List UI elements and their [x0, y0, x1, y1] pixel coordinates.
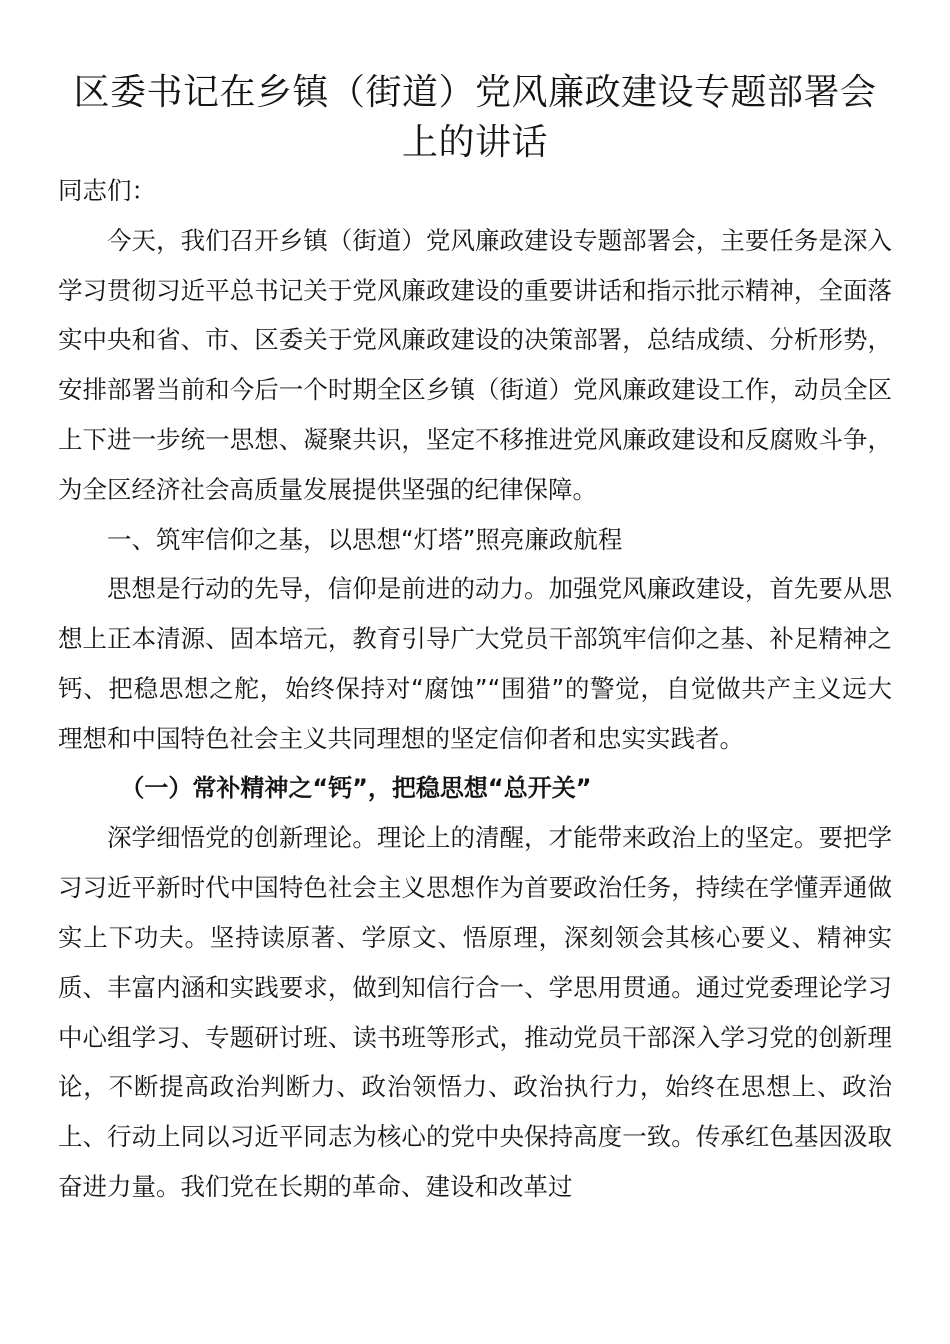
intro-paragraph: 今天，我们召开乡镇（街道）党风廉政建设专题部署会，主要任务是深入学习贯彻习近平总书记关于党风廉政建设的重要讲话和指示批示精神，全面落实中央和省、市、区委关于党风廉政建设的决策部署，总结成绩、分析形势，安排部署当前和今后一个时期全区乡镇（街道）党风廉政建设工作，动员全区上下进一步统一思想、凝聚共识，坚定不移推进党风廉政建设和反腐败斗争，为全区经济社会高质量发展提供坚强的纪律保障。 — [58, 225, 892, 504]
section-heading-1: 一、筑牢信仰之基，以思想“灯塔”照亮廉政航程 — [107, 524, 623, 554]
document-title: 区委书记在乡镇（街道）党风廉政建设专题部署会上的讲话 — [73, 72, 877, 163]
subsection-1-paragraph: 深学细悟党的创新理论。理论上的清醒，才能带来政治上的坚定。要把学习习近平新时代中国特色社会主义思想作为首要政治任务，持续在学懂弄通做实上下功夫。坚持读原著、学原文、悟原理，深刻领会其核心要义、精神实质、丰富内涵和实践要求，做到知信行合一、学思用贯通。通过党委理论学习中心组学习、专题研讨班、读书班等形式，推动党员干部深入学习党的创新理论，不断提高政治判断力、政治领悟力、政治执行力，始终在思想上、政治上、行动上同以习近平同志为核心的党中央保持高度一致。传承红色基因汲取奋进力量。我们党在长期的革命、建设和改革过 — [58, 823, 892, 1201]
document-body — [58, 166, 892, 1212]
subsection-heading-1: （一）常补精神之“钙”，把稳思想“总开关” — [120, 773, 592, 802]
salutation: 同志们： — [58, 176, 156, 205]
section-1-paragraph: 思想是行动的先导，信仰是前进的动力。加强党风廉政建设，首先要从思想上正本清源、固本培元，教育引导广大党员干部筑牢信仰之基、补足精神之钙、把稳思想之舵，始终保持对“腐蚀”“围猎”的警觉，自觉做共产主义远大理想和中国特色社会主义共同理想的坚定信仰者和忠实实践者。 — [58, 574, 892, 753]
